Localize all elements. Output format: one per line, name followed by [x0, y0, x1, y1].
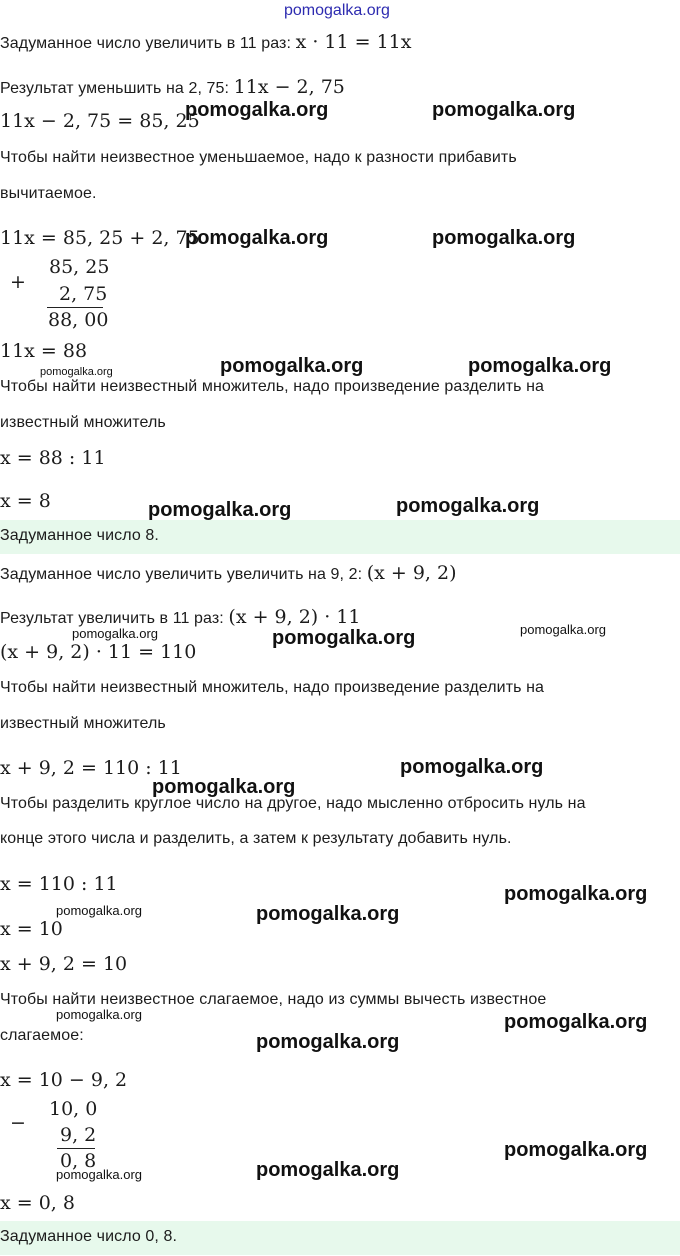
watermark: pomogalka.org: [432, 99, 576, 121]
math-times: (x + 9, 2) · 11: [228, 606, 361, 628]
watermark: pomogalka.org: [40, 366, 113, 378]
column-sign-plus: +: [10, 271, 26, 293]
math-increase: (x + 9, 2): [366, 562, 457, 584]
watermark: pomogalka.org: [400, 756, 544, 778]
watermark: pomogalka.org: [256, 1031, 400, 1053]
rule-addend-line2: слагаемое:: [0, 1027, 84, 1044]
equation-7: x + 9, 2 = 110 : 11: [0, 757, 182, 779]
equation-5: x = 8: [0, 490, 51, 512]
rule-factor-line2: известный множитель: [0, 414, 166, 431]
equation-11: x = 10 − 9, 2: [0, 1069, 128, 1091]
text-subtract: Результат уменьшить на 2, 75:: [0, 80, 234, 97]
equation-6: (x + 9, 2) · 11 = 110: [0, 641, 197, 663]
watermark: pomogalka.org: [56, 903, 142, 918]
watermark: pomogalka.org: [256, 903, 400, 925]
equation-3: 11x = 88: [0, 340, 88, 362]
watermark: pomogalka.org: [504, 1139, 648, 1161]
watermark: pomogalka.org: [148, 499, 292, 521]
answer-band-2: [0, 1221, 680, 1255]
column-difference: 0, 8: [60, 1150, 97, 1172]
watermark: pomogalka.org: [220, 355, 364, 377]
rule-factor2-line1: Чтобы найти неизвестный множитель, надо произведение разделить на: [0, 679, 545, 696]
watermark: pomogalka.org: [520, 622, 606, 637]
watermark: pomogalka.org: [432, 227, 576, 249]
math-multiply: x · 11 = 11x: [295, 31, 412, 53]
math-subtract: 11x − 2, 75: [233, 76, 345, 98]
line-subtract: [0, 76, 345, 98]
column-sign-minus: −: [10, 1112, 26, 1134]
text-times: Результат увеличить в 11 раз:: [0, 610, 229, 627]
column-addend-2: 2, 75: [59, 283, 108, 305]
watermark: pomogalka.org: [272, 627, 416, 649]
line-times: [0, 606, 361, 628]
equation-1: 11x − 2, 75 = 85, 25: [0, 110, 200, 132]
equation-4: x = 88 : 11: [0, 447, 106, 469]
text-increase: Задуманное число увеличить увеличить на 9, 2:: [0, 566, 367, 583]
column-subtrahend: 9, 2: [60, 1124, 97, 1146]
column-minuend: 10, 0: [49, 1098, 98, 1120]
answer-1: Задуманное число 8.: [0, 527, 159, 544]
line-increase: [0, 562, 457, 584]
equation-12: x = 0, 8: [0, 1192, 75, 1214]
column-addend-1: 85, 25: [49, 256, 110, 278]
rule-round-line1: Чтобы разделить круглое число на другое, надо мысленно отбросить нуль на: [0, 795, 586, 812]
rule-minuend-line2: вычитаемое.: [0, 185, 97, 202]
watermark: pomogalka.org: [185, 227, 329, 249]
answer-band-1: [0, 520, 680, 554]
rule-round-line2: конце этого числа и разделить, а затем к результату добавить нуль.: [0, 830, 512, 847]
rule-addend-line1: Чтобы найти неизвестное слагаемое, надо из суммы вычесть известное: [0, 991, 547, 1008]
equation-8: x = 110 : 11: [0, 873, 118, 895]
rule-factor2-line2: известный множитель: [0, 715, 166, 732]
rule-factor-line1: Чтобы найти неизвестный множитель, надо произведение разделить на: [0, 378, 545, 395]
watermark: pomogalka.org: [504, 883, 648, 905]
watermark: pomogalka.org: [396, 495, 540, 517]
answer-2: Задуманное число 0, 8.: [0, 1228, 177, 1245]
equation-9: x = 10: [0, 918, 63, 940]
watermark: pomogalka.org: [504, 1011, 648, 1033]
watermark: pomogalka.org: [468, 355, 612, 377]
watermark: pomogalka.org: [152, 776, 296, 798]
watermark: pomogalka.org: [256, 1159, 400, 1181]
text-multiply: Задуманное число увеличить в 11 раз:: [0, 35, 296, 52]
line-multiply: [0, 31, 411, 53]
watermark-top: pomogalka.org: [284, 2, 390, 19]
watermark: pomogalka.org: [56, 1007, 142, 1022]
watermark: pomogalka.org: [72, 626, 158, 641]
equation-2: 11x = 85, 25 + 2, 75: [0, 227, 200, 249]
equation-10: x + 9, 2 = 10: [0, 953, 128, 975]
rule-minuend-line1: Чтобы найти неизвестное уменьшаемое, надо к разности прибавить: [0, 149, 517, 166]
watermark: pomogalka.org: [56, 1167, 142, 1182]
watermark: pomogalka.org: [185, 99, 329, 121]
column-sum: 88, 00: [48, 309, 109, 331]
